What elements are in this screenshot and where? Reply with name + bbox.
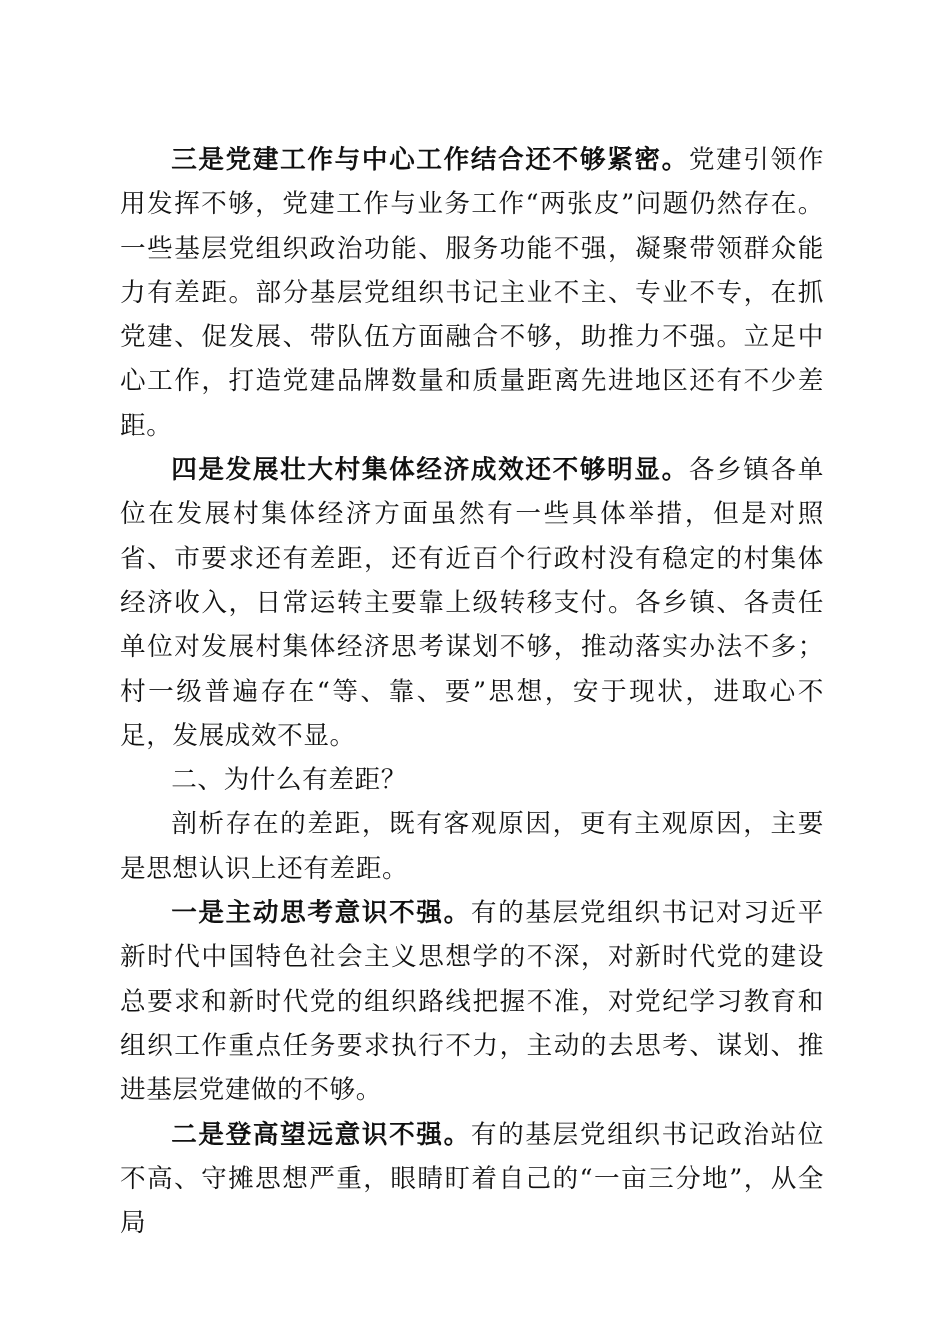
paragraph-body: 有的基层党组织书记政治站位不高、守摊思想严重，眼睛盯着自己的“一亩三分地”，从全局	[120, 1119, 824, 1239]
section-heading: 二、为什么有差距？	[171, 765, 407, 796]
paragraph-reason-vision	[120, 1113, 824, 1246]
paragraph-party-building-integration	[120, 138, 824, 448]
paragraph-reason-thinking	[120, 891, 824, 1112]
paragraph-lead: 四是发展壮大村集体经济成效还不够明显。	[171, 455, 689, 486]
paragraph-lead: 一是主动思考意识不强。	[171, 898, 471, 929]
paragraph-body: 党建引领作用发挥不够，党建工作与业务工作“两张皮”问题仍然存在。一些基层党组织政治功能、服务功能不强，凝聚带领群众能力有差距。部分基层党组织书记主业不主、专业不专，在抓党建、促发展、带队伍方面融合不够，助推力不强。立足中心工作，打造党建品牌数量和质量距离先进地区还有不少差距。	[120, 145, 824, 441]
paragraph-village-economy	[120, 448, 824, 758]
paragraph-lead: 三是党建工作与中心工作结合还不够紧密。	[171, 145, 689, 175]
paragraph-body: 各乡镇各单位在发展村集体经济方面虽然有一些具体举措，但是对照省、市要求还有差距，还有近百个行政村没有稳定的村集体经济收入，日常运转主要靠上级转移支付。各乡镇、各责任单位对发展村集体经济思考谋划不够，推动落实办法不多；村一级普遍存在“等、靠、要”思想，安于现状，进取心不足，发展成效不显。	[120, 455, 824, 751]
paragraph-lead: 二是登高望远意识不强。	[171, 1119, 471, 1150]
section-intro: 剖析存在的差距，既有客观原因，更有主观原因，主要是思想认识上还有差距。	[120, 809, 824, 884]
paragraph-body: 有的基层党组织书记对习近平新时代中国特色社会主义思想学的不深，对新时代党的建设总要求和新时代党的组织路线把握不准，对党纪学习教育和组织工作重点任务要求执行不力，主动的去思考、谋划、推进基层党建做的不够。	[120, 898, 824, 1106]
document-page	[120, 138, 824, 1245]
